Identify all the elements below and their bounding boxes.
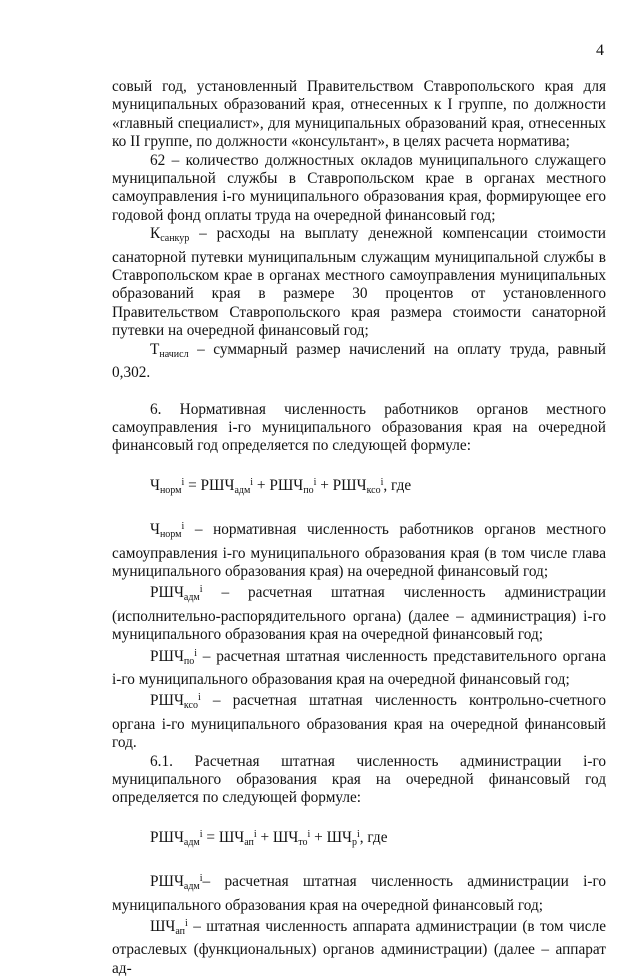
formula-rshch-adm: $РШЧ_{адм}^i = ШЧ_{ап}^i + ШЧ_{то}^i + ШЧ_р^i$, где: [150, 828, 388, 848]
paragraph-tnachisl-text: – суммарный размер начислений на оплату труда, равный 0,302.: [112, 340, 606, 382]
subscript-sankur: санкур: [160, 233, 190, 245]
paragraph-section-6: 6. Нормативная численность работников органов местного самоуправления i-го муниципального образования края на очередной финансовый год определяется по следующей формуле:: [112, 400, 606, 455]
spacer: [112, 456, 606, 474]
paragraph-rshch-adm-def-2: $РШЧ_{адм}^i-$ расчетная штатная численность администрации i-го муниципального образования края на очередной финансовый год;: [112, 873, 606, 914]
paragraph-shch-ap-def: $ШЧ_{ап}^i$ – штатная численность аппарата администрации (в том числе отраслевых (функциональных) органов администрации) (далее – аппарат ад-: [112, 918, 606, 977]
paragraph-ksankur: [112, 225, 606, 340]
spacer: [112, 383, 606, 401]
paragraph-continuation: совый год, установленный Правительством Ставропольского края для муниципальных образований края, отнесенных к I группе, по должности «главный специалист», для муниципальных образований края, отнесенных ко II группе, по должности «консультант», в целях расчета норматива;: [112, 78, 606, 151]
symbol-t: Т: [150, 340, 160, 358]
paragraph-section-6-1: 6.1. Расчетная штатная численность администрации i-го муниципального образования края на очередной финансовый год определяется по следующей формуле:: [112, 752, 606, 807]
spacer: [112, 852, 606, 870]
subscript-nachisl: начисл: [159, 348, 189, 360]
formula-chnorm: $Ч_{норм}^i = РШЧ_{адм}^i + РШЧ_{по}^i + РШЧ_{ксо}^i$, где: [150, 476, 412, 496]
paragraph-ksankur-text: – расходы на выплату денежной компенсации стоимости санаторной путевки муниципальным служащим муниципальной службы в Ставропольском крае в органах местного самоуправления муниципальных образований края в размере 30 процентов от установленного Правительством Ставропольского края размера стоимости санаторной путевки на очередной финансовый год;: [112, 225, 606, 340]
paragraph-rshch-adm-def: $РШЧ_{адм}^i$ – расчетная штатная численность администрации (исполнительно-распорядительного органа) (далее – администрация) i-го муниципального образования края на очередной финансовый год;: [112, 584, 606, 644]
page-number: 4: [596, 42, 604, 59]
symbol-k: К: [150, 225, 161, 243]
paragraph-62: 62 – количество должностных окладов муниципального служащего муниципальной службы в Ставропольском крае в органах местного самоуправления i-го муниципального образования края, формирующее его годовой фонд оплаты труда на очередной финансовый год;: [112, 151, 606, 224]
paragraph-chnorm-def: $Ч_{норм}^i$ – нормативная численность работников органов местного самоуправления i-го муниципального образования края (в том числе глава муниципального образования края) на очередной финансовый год;: [112, 521, 606, 580]
paragraph-rshch-po-def: $РШЧ_{по}^i$ – расчетная штатная численность представительного органа i-го муниципального образования края на очередной финансовый год;: [112, 647, 606, 688]
spacer: [112, 808, 606, 826]
paragraph-rshch-kso-def: $РШЧ_{ксо}^i$ – расчетная штатная численность контрольно-счетного органа i-го муниципального образования края на очередной финансовый год.: [112, 692, 606, 752]
document-body: [112, 78, 606, 978]
paragraph-tnachisl: [112, 341, 606, 383]
spacer: [112, 500, 606, 518]
